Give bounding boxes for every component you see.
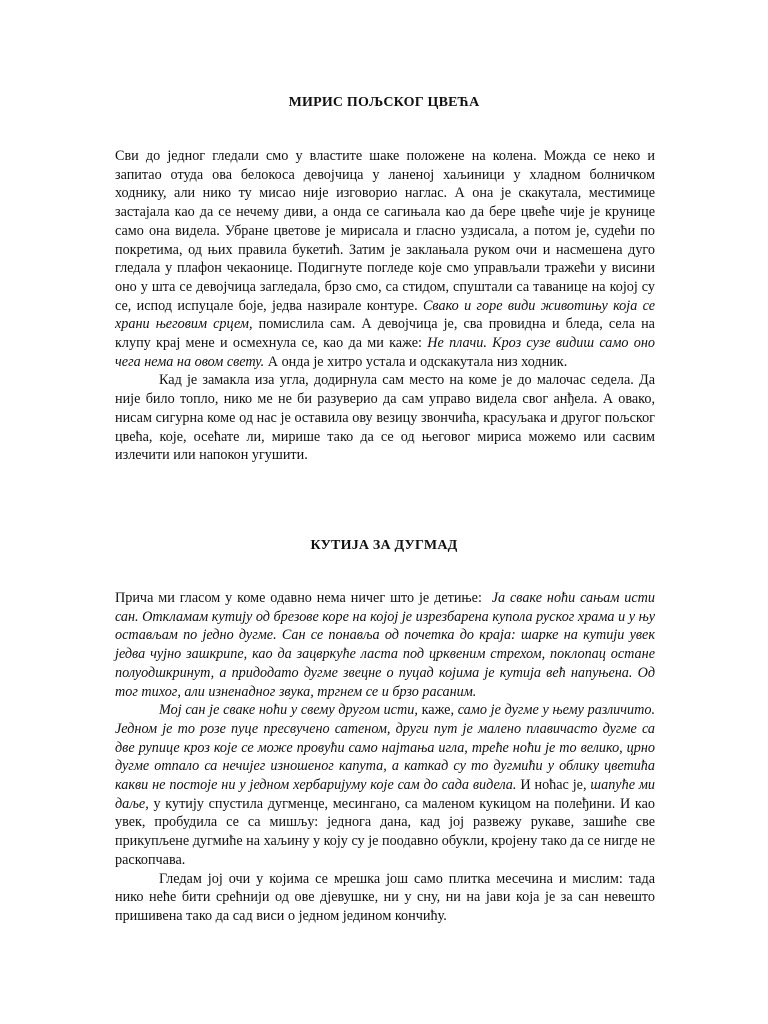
text-run: у кутију спустила дугменце, месингано, са маленом кукицом на полеђини. И као увек, пробудила се са мишљу: једнога дана, кад јој развежу рукаве, зашиће све прикупљене дугмиће на хаљину у коју су је поодавно обукли, кројену тако да се нигде не раскопчава.	[115, 795, 655, 868]
italic-text-run: само је дугме у њему различито. Једном је то розе пуце пресвучено сатеном, други пут је малено плавичасто дугме са две рупице кроз које се може провући само најтања игла, треће ноћи је то велико, црно дугме отпало са нечијег изношеног капута, а каткад су то дугмићи у облику цветића какви не постоје ни у једном хербаријуму које сам до сада видела.	[115, 702, 655, 794]
text-run: И ноћас је,	[520, 777, 587, 794]
italic-text-run: шапуће ми даље,	[115, 777, 656, 812]
paragraph	[115, 701, 655, 869]
paragraph: Кад је замакла иза угла, додирнула сам место на коме је до малочас седела. Да није било топло, нико ме не би разуверио да сам управо видела свог анђела. А овако, нисам сигурна коме од нас је оставила ову везицу звончића, красуљака и другог пољског цвећа, које, осећате ли, мирише тако да се од његовог мириса можемо или сасвим излечити или напокон угушити.	[115, 372, 655, 464]
paragraph: Гледам јој очи у којима се мрешка још само плитка месечина и мислим: тада нико неће бити срећнији од ове дјевушке, ни у сну, ни на јави која је за сан невешто пришивена тако да сад виси о једном јединoм кончићу.	[115, 870, 655, 924]
paragraph	[115, 147, 655, 371]
paragraph	[115, 589, 655, 701]
story-body	[115, 589, 655, 926]
story-title: КУТИЈА ЗА ДУГМАД	[310, 538, 458, 553]
italic-text-run: Ја сваке ноћи сањам исти сан. Откламам кутију од брезове коре на којој је изрезбарена купола руског храма и у њу остављам по једно дугме. Сан се понавља од почетка до краја: шарке на кутији увек једва чујно зашкрипе, као да зацвркуће ласта под црквеним стрехом, поклопац остане полуодшкринут, а придодато дугме звецне о пуцад којима је кутија већ напуњена. Од тог тихог, али изненадног звука, тргнем се и брзо расаним.	[115, 590, 655, 700]
story-title: МИРИС ПОЉСКОГ ЦВЕЋА	[288, 95, 480, 110]
text-run: помислила сам. А девојчица је, сва провидна и бледа, села на клупу крај мене и осмехнула се, као да ми каже:	[115, 316, 655, 352]
text-run: каже,	[421, 702, 455, 719]
text-run: А онда је хитро устала и одскакутала низ ходник.	[267, 353, 568, 370]
italic-text-run: Мој сан је сваке ноћи у свему другом исти,	[159, 702, 418, 719]
text-run: Прича ми гласом у коме одавно нема ничег што је детиње:	[115, 590, 482, 606]
italic-text-run: Не плачи. Кроз сузе видиш само оно чега нема на овом свету.	[115, 335, 656, 370]
italic-text-run: Свако и горе види животињу која се храни његовим срцем,	[115, 297, 656, 333]
story-body	[115, 147, 655, 465]
text-run: Сви до једног гледали смо у властите шаке положене на колена. Можда се неко и запитао отуда ова белокоса девојчица у ланеној хаљиници у хладном болничком ходнику, али нико ту мисао није изговорио наглас. А она је скакутала, местимице застајала као да се нечему диви, а онда се сагињала као да бере цвеће чије је крунице само она видела. Убране цветове је мирисала и гласно уздисала, а потом је, судећи по покретима, од њих правила букетић. Затим је заклањала руком очи и насмешена дуго гледала у плафон чекаонице. Подигнуте погледе које смо управљали тражећи у висини оно у шта се девојчица загледала, брзо смо, са стидом, спуштали са таванице на којој су се, испод испуцале боје, једва назирале контуре.	[115, 148, 655, 314]
